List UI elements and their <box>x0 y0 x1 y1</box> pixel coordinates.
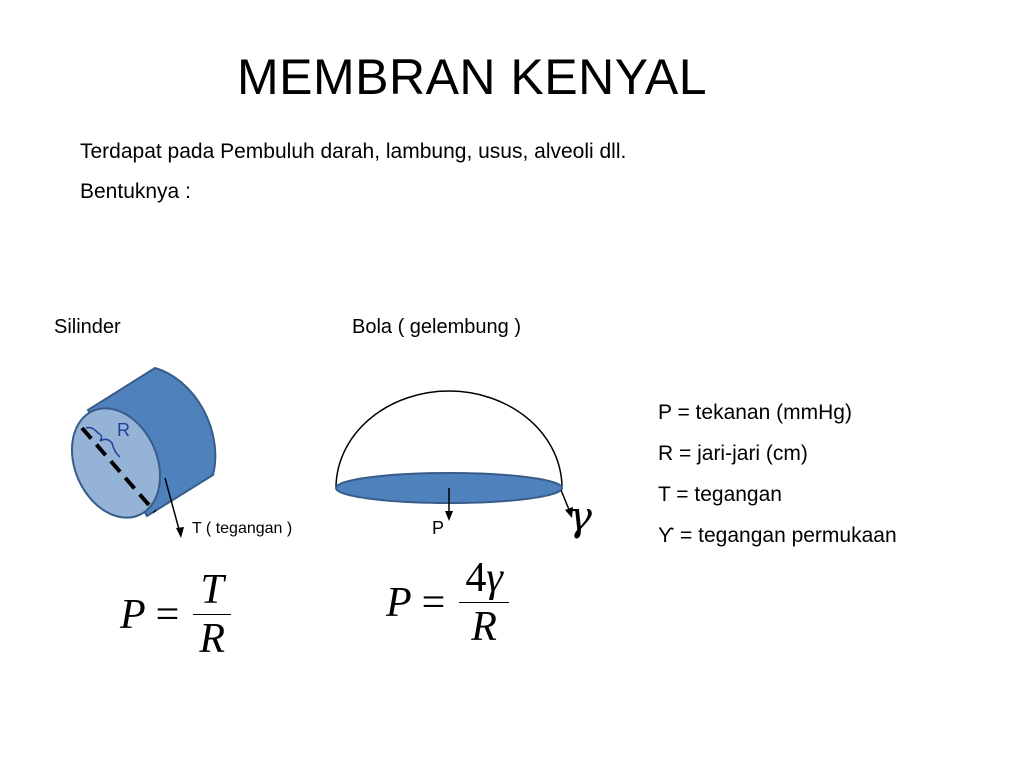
radius-label: R <box>117 420 130 440</box>
legend <box>658 392 897 556</box>
numerator-coefficient: 4 <box>465 555 487 601</box>
pressure-label: P <box>432 518 445 538</box>
intro-text: Terdapat pada Pembuluh darah, lambung, usus, alveoli dll. <box>80 140 627 163</box>
sphere-formula <box>386 554 509 651</box>
cylinder-formula <box>120 566 231 663</box>
legend-tension: T = tegangan <box>658 483 782 506</box>
tension-arrowhead <box>176 527 184 538</box>
slide-title: MEMBRAN KENYAL <box>236 49 708 105</box>
legend-pressure: P = tekanan (mmHg) <box>658 401 852 424</box>
pressure-arrowhead <box>445 511 453 521</box>
formula-numerator <box>459 554 509 602</box>
cylinder-label: Silinder <box>54 316 121 338</box>
formula-denominator: R <box>199 616 225 662</box>
legend-surface-tension: ϒ = tegangan permukaan <box>658 524 897 547</box>
formula-equals: = <box>155 591 180 638</box>
formula-fraction <box>193 566 231 663</box>
formula-lhs: P <box>120 591 146 638</box>
formula-numerator: T <box>200 567 224 613</box>
numerator-gamma: γ <box>486 555 503 601</box>
tension-label: T ( tegangan ) <box>192 520 293 537</box>
shape-intro-text: Bentuknya : <box>80 180 191 203</box>
formula-equals: = <box>421 579 446 626</box>
formula-denominator: R <box>471 604 497 650</box>
legend-radius: R = jari-jari (cm) <box>658 442 808 465</box>
gamma-symbol: γ <box>568 494 592 540</box>
sphere-label: Bola ( gelembung ) <box>352 316 521 338</box>
formula-fraction <box>459 554 509 651</box>
formula-lhs: P <box>386 579 412 626</box>
